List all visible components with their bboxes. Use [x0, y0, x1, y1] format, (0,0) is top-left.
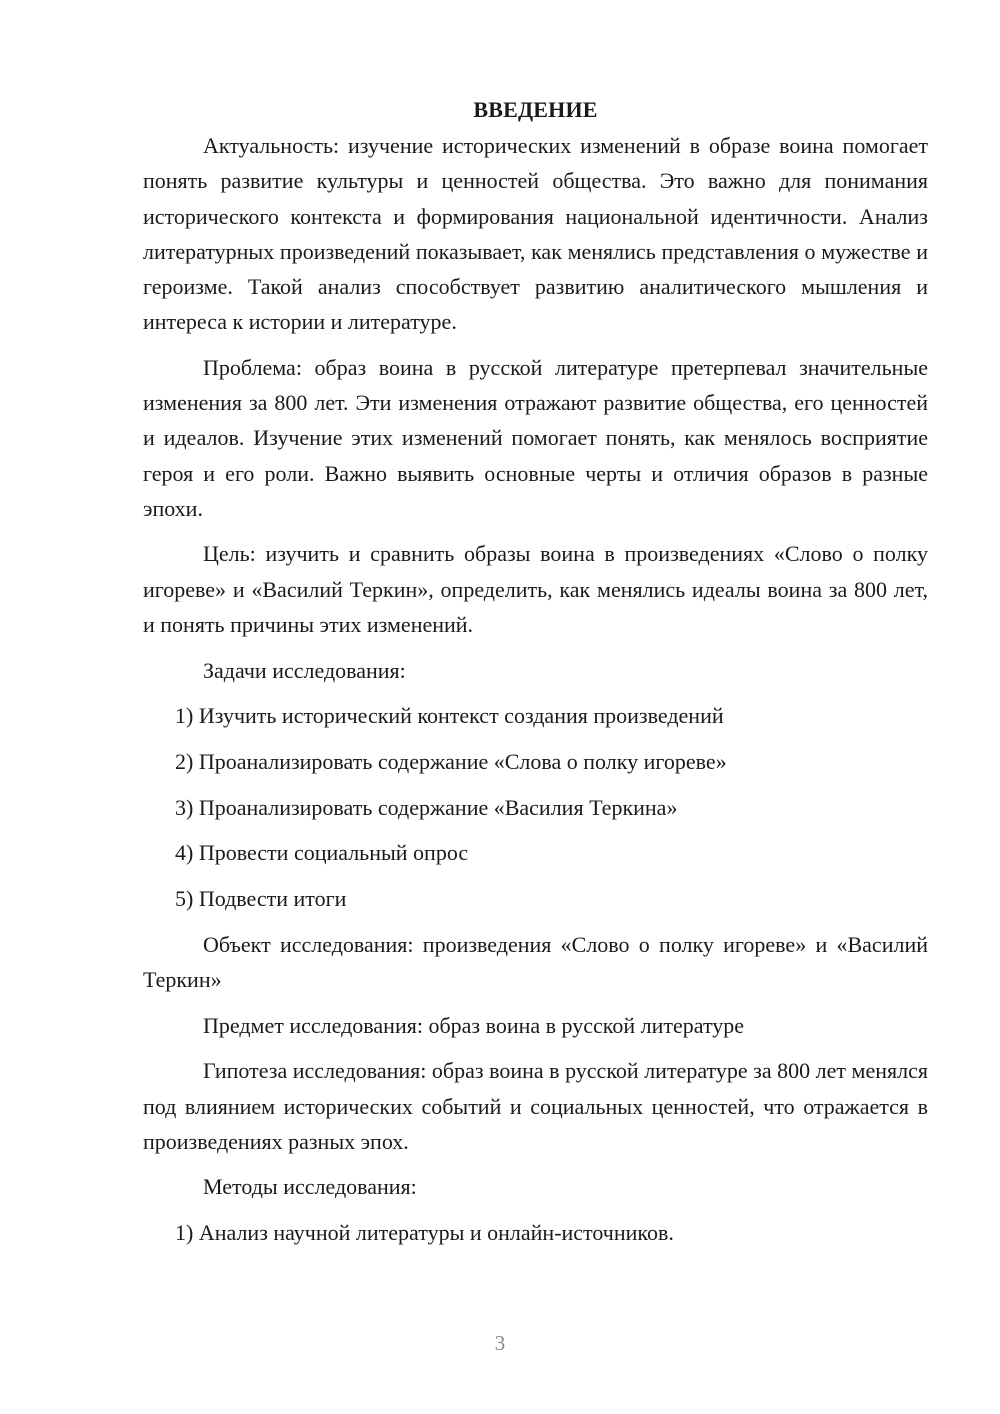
task-item-1: 1) Изучить исторический контекст создания произведений	[175, 703, 724, 729]
subject-paragraph: Предмет исследования: образ воина в русской литературе	[203, 1012, 745, 1038]
document-page	[143, 92, 928, 1261]
task-item-5: 5) Подвести итоги	[175, 886, 347, 912]
tasks-heading: Задачи исследования:	[203, 657, 406, 683]
page-title: ВВЕДЕНИЕ	[473, 97, 598, 122]
relevance-paragraph: Актуальность: изучение исторических изменений в образе воина помогает понять развитие культуры и ценностей общества. Это важно для понимания исторического контекста и формирования национальной идентичности. Анализ литературных произведений показывает, как менялись представления о мужестве и героизме. Такой анализ способствует развитию аналитического мышления и интереса к истории и литературе.	[143, 133, 928, 335]
task-item-4: 4) Провести социальный опрос	[175, 840, 469, 866]
page-number: 3	[494, 1331, 506, 1355]
hypothesis-paragraph: Гипотеза исследования: образ воина в русской литературе за 800 лет менялся под влиянием исторических событий и социальных ценностей, что отражается в произведениях разных эпох.	[143, 1058, 928, 1154]
goal-paragraph: Цель: изучить и сравнить образы воина в произведениях «Слово о полку игореве» и «Василий Теркин», определить, как менялись идеалы воина за 800 лет, и понять причины этих изменений.	[143, 541, 928, 637]
method-item-1: 1) Анализ научной литературы и онлайн-источников.	[175, 1220, 674, 1246]
task-item-3: 3) Проанализировать содержание «Василия Теркина»	[175, 794, 678, 820]
methods-heading: Методы исследования:	[203, 1174, 417, 1200]
problem-paragraph: Проблема: образ воина в русской литературе претерпевал значительные изменения за 800 лет. Эти изменения отражают развитие общества, его ценностей и идеалов. Изучение этих изменений помогает понять, как менялось восприятие героя и его роли. Важно выявить основные черты и отличия образов в разные эпохи.	[143, 354, 928, 521]
object-paragraph: Объект исследования: произведения «Слово о полку игореве» и «Василий Теркин»	[143, 931, 928, 992]
task-item-2: 2) Проанализировать содержание «Слова о полку игореве»	[175, 748, 727, 774]
